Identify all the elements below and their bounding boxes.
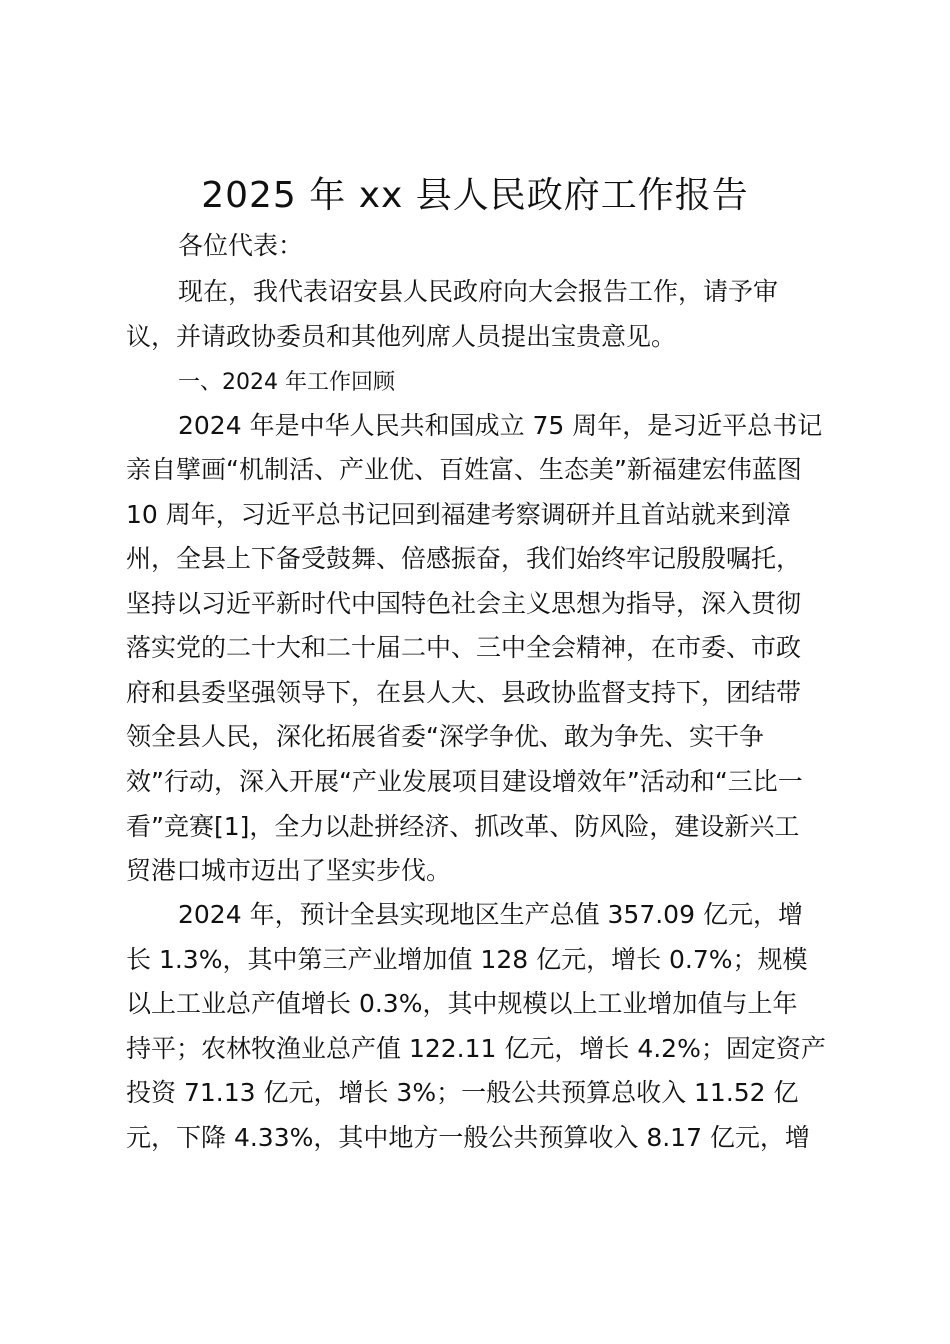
paragraph2-line: 以上工业总产值增长 0.3%，其中规模以上工业增加值与上年 <box>126 989 798 1018</box>
paragraph1-line: 州，全县上下备受鼓舞、倍感振奋，我们始终牢记殷殷嘱托， <box>126 544 802 573</box>
section-heading: 一、2024 年工作回顾 <box>178 370 395 395</box>
paragraph2-line: 元，下降 4.33%，其中地方一般公共预算收入 8.17 亿元，增 <box>126 1123 810 1152</box>
paragraph2-line: 持平；农林牧渔业总产值 122.11 亿元，增长 4.2%；固定资产 <box>126 1034 826 1063</box>
paragraph1-line: 贸港口城市迈出了坚实步伐。 <box>126 856 452 885</box>
paragraph1-line: 坚持以习近平新时代中国特色社会主义思想为指导，深入贯彻 <box>126 589 802 618</box>
paragraph1-line: 效”行动，深入开展“产业发展项目建设增效年”活动和“三比一 <box>126 767 803 796</box>
intro-line-2: 议，并请政协委员和其他列席人员提出宝贵意见。 <box>126 322 677 351</box>
salutation: 各位代表： <box>178 231 304 260</box>
paragraph1-line: 领全县人民，深化拓展省委“深学争优、敢为争先、实干争 <box>126 722 764 751</box>
intro-line-1: 现在，我代表诏安县人民政府向大会报告工作，请予审 <box>178 277 779 306</box>
paragraph1-line: 落实党的二十大和二十届二中、三中全会精神，在市委、市政 <box>126 633 802 662</box>
document-title: 2025 年 xx 县人民政府工作报告 <box>201 175 749 216</box>
paragraph1-line: 10 周年，习近平总书记回到福建考察调研并且首站就来到漳 <box>126 500 791 529</box>
paragraph2-line: 投资 71.13 亿元，增长 3%；一般公共预算总收入 11.52 亿 <box>126 1078 799 1107</box>
paragraph1-line: 看”竞赛[1]，全力以赴拼经济、抓改革、防风险，建设新兴工 <box>126 812 800 841</box>
paragraph1-line: 府和县委坚强领导下，在县人大、县政协监督支持下，团结带 <box>126 678 802 707</box>
paragraph1-line: 2024 年是中华人民共和国成立 75 周年，是习近平总书记 <box>178 411 823 440</box>
paragraph2-line: 2024 年，预计全县实现地区生产总值 357.09 亿元，增 <box>178 900 803 929</box>
paragraph2-line: 长 1.3%，其中第三产业增加值 128 亿元，增长 0.7%；规模 <box>126 945 808 974</box>
paragraph1-line: 亲自擘画“机制活、产业优、百姓富、生态美”新福建宏伟蓝图 <box>126 455 802 484</box>
